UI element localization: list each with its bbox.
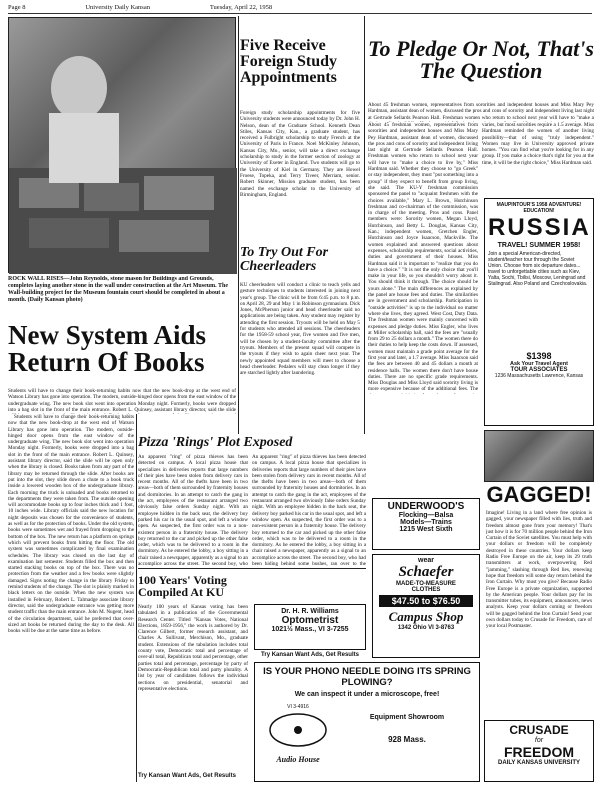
pizza-body-col2: An apparent "ring" of pizza thieves has been detected on campus. A local pizza house that specializes in deliveries reports that large numbers of their pies have been stolen from delivery cars in recent months. All of the thefts have been in two areas—both of them surrounded by fraternity houses and dormitories. In an attempt to catch the gang in the act, employees of the restaurant arranged two obviously false orders Sunday night. With an employee hidden in the back seat, the delivery boy parked his car in the usual spot, and left a window open. As suspected, the first order was to a non-existent person in a fraternity house. The delivery boy returned to the car and picked up the other false order, which was to be delivered to a room in the dormitory. As he entered the lobby, a boy sitting in a chair raised a newspaper, apparently as a signal to an accomplice across the street. The second boy, who had been hiding behind some bushes, ran over to the — [252, 454, 366, 566]
rock-wall-photo — [8, 17, 236, 273]
pizza-divider — [138, 568, 366, 569]
russia-subtitle: TRAVEL! SUMMER 1958! — [497, 242, 581, 249]
gagged-text: Imagine! Living in a land where free opinion is gagged, your newspaper filled with lies, truth and freedom almost gone from your memory! That's just how it is for 70 million people behind the Iron Curtain of the Soviet satellites. You must help with your dollars or freedom will be completely destroyed in these countries. Your dollars keep Radio Free Europe on the air, keep its 29 truth transmitters at work, overpowering Red "jamming," slashing through Red lies, renewing hope that freedom will some day return behind the Iron Curtain. Why must you give? Because Radio Free Europe is a private organization, supported by the American people. Your dollars pay for its transmitter tubes, its equipment, announcers, news analysts. Keep your dollars coming or freedom will be gagged behind the Iron Curtain! Send your own dollars today to Crusade for Freedom, care of your local Postmaster. — [486, 510, 592, 630]
system-headline: New System Aids Return Of Books — [8, 320, 207, 377]
pledge-body-col2: varies, but most sororities require a 1.5 average. Miss Hardman reminded the women of another living possibility—that of using "truly independent." Women may live in University approved private homes. "You can find what you're looking for in any group. If you make a choice that's right for you at the time, it will be the right choice," Miss Hardman said. — [482, 122, 594, 166]
phono-sub: We can inspect it under a microscope, free! — [294, 691, 440, 698]
phono-info — [338, 704, 476, 764]
photo-caption: ROCK WALL RISES—John Reynolds, stone mason for Buildings and Grounds, completes laying another stone in the wall under construction at the Art Museum. The Wall-building project for the Museum fountain court should be completed in about a month. (Daily Kansan photo) — [8, 276, 228, 303]
underwoods-title: UNDERWOOD'S — [387, 501, 465, 512]
schaefer-shop: Campus Shop — [388, 609, 464, 624]
cheer-headline: To Try Out For Cheerleaders — [240, 245, 329, 274]
column-rule-2 — [364, 16, 365, 434]
phono-address: 928 Mass. — [388, 735, 426, 744]
schaefer-ad — [372, 554, 480, 658]
vote-headline: 100 Years' Voting Compiled At KU — [138, 573, 227, 599]
crusade-line2: for — [534, 737, 544, 744]
russia-label: MAUPINTOUR'S 1958 ADVENTURE! EDUCATION! — [496, 202, 582, 214]
underwoods-line3: 1215 West Sixth — [399, 526, 453, 533]
schaefer-wear: wear — [418, 557, 434, 564]
foreign-headline: Five Receive Foreign Study Appointments — [240, 37, 338, 86]
russia-ask: Ask Your Travel Agent — [510, 361, 568, 367]
pledge-body-lead: About 45 freshman women, representatives from sororities and independent houses and Miss Mary Pey Hardman, assistant dean of women, discussed the pros and cons of sorority and independent living last night at Gertrude Sellards Pearson Hall. Freshman women who return to school next year will have to "make a — [368, 102, 594, 121]
pledge-body-col1: About 45 freshman women, representatives from sororities and independent houses and Miss Mary Pey Hardman, assistant dean of women, discussed the pros and cons of sorority and independent living last night at Gertrude Sellards Pearson Hall. Freshman women who return to school next year will have to "make a choice to live by," Miss Hardman said. Whether they choose to "go Greek" or stay independent, they must "put something into a group" if they expect to benefit from group living, she said. The KU-Y freshman commission sponsored the panel to "acquaint freshmen with the choices available," Mary L. Brown, Hutchinson freshman and co-chairman of the commission, was in charge of the meeting. Pros and cons. Panel members were: Sorority women, Megan Lloyd, Hutchinson, and Betty L. Douglas, Kansas City, Kan.; independent women, Gretchen Engler, Hutchinson and Joyce Isaacson, Mackville. The women explained and answered questions about expenses, scholarship requirements, social activities, duties and government of their houses. Miss Hardman said it is important to "realize that you do have a choice." "It is not the only choice that you'll make in your life, so you shouldn't worry about it. You should think it through. The choice should be yours alone." The main differences as explained by the panel are house fees and duties. The similarities are in government and scholarship. Participation in "outside activities" is up to the individual no matter where she lives, they agreed. West Cost, Duty Data. The freshman women were mainly concerned with expenses and pledge duties. Miss Engler, who lives at Miller scholarship hall, said the fees are "usually from 29 to 25 dollars a month." The women there do their duties to help keep the costs down. If assessed, women must maintain a grade point average for the first year and later, a 1.7 average. Miss Isaacson said the fees are between 40 and 45 dollars a month at residence halls. The women there don't have house duties. There are no specific grade requirements. Miss Douglas and Miss Lloyd said sorority living is more expensive because of the additional fees. The — [368, 122, 478, 393]
system-body-lead: Students will have to change their book-returning habits now that the new book-drop at the west end of Watson Library has gone into operation. The modern, outside-hinged door opens from the east window of the undergraduate wing. The new book slot went into operation Monday night. Formerly, books were dropped into a bag slot in the front of the main entrance. Robert L. Quinsey, assistant library director, said the slide — [8, 388, 236, 413]
phono-headline: IS YOUR PHONO NEEDLE DOING ITS SPRING PLOWING? — [263, 666, 471, 688]
phono-brand: Audio House — [276, 755, 320, 764]
foreign-body: Foreign study scholarship appointments for five University students were announced today by Dr. John H. Nelson, dean of the Graduate School. Kenneth Dean Stiles, Kansas City, Kan., a graduate student, has received a Fulbright scholarship to study French at the University of Paris in France. Noel McKinley Johnson, Kansas City, Mo., senior, will take a direct exchange scholarship to study in the former section of zoology at University of Exeter in England. Two students will go to the University of Kiel in Germany. They are Howel Froese, Topeka, and Terry Tiveer, Merriam, senior. Robert Skinner, Mission graduate student, has been named the exchange scholar to the University of Birmingham, England. — [240, 110, 360, 198]
underwoods-line1: Flocking—Balsa — [398, 512, 454, 519]
phono-bottom — [258, 704, 476, 764]
phono-phone: VI 3-4916 — [287, 704, 309, 710]
wantads-banner: Try Kansan Want Ads, Get Results — [261, 652, 359, 658]
underwoods-line2: Models—Trains — [400, 519, 452, 526]
crusade-ad — [484, 720, 594, 782]
vote-wantads: Try Kansan Want Ads, Get Results — [138, 773, 236, 779]
masthead — [8, 4, 592, 14]
cheer-body: KU cheerleaders will conduct a clinic to teach yells and gesture techniques to students interested in joining next year's group. The clinic will be from 6:45 p.m. to 8 p.m. on April 28, 29 and May 1 in Robinson gymnasium. Dick Jones, McPherson junior and head cheerleader said no applications are being taken. Any student may register by attending the first session. Tryouts will be held on May 5 for students who attended all sessions. The cheerleaders for the 1958-59 school year, five women and five men, will be chosen by a student-faculty committee after the tryouts. Members of the present squad will compete in the tryouts if they wish to again cheer next year. The newly appointed squad members will meet to choose a head cheerleader. Pedalers will stay clean longer if they are starched lightly after laundering. — [240, 282, 360, 377]
crusade-line3: FREEDOM — [504, 744, 574, 760]
photo-illustration — [9, 18, 237, 274]
schaefer-address: 1342 Ohio VI 3-8763 — [397, 625, 455, 631]
paper-name: University Daily Kansan — [85, 4, 150, 11]
russia-title: RUSSIA — [488, 214, 591, 241]
system-body: Students will have to change their book-returning habits now that the new book-drop at the west end of Watson Library has gone into operation. The modern, outside-hinged door opens from the east window of the undergraduate wing. The new book slot went into operation Monday night. Formerly, books were dropped into a bag slot in the front of the main entrance. Robert L. Quinsey, assistant library director, said the slide will be open only when the library is closed. Books taken from any part of the library may be returned through the slide. After books are put into the slot, they slide down a chute to a book truck inside a lowered wooden box of the undergraduate library. Each morning the truck is unloaded and books returned to the departments they were taken from. The outside opening will accommodate books up to four inches thick and 1 foot, 10 inches wide. Library officials said the new location for night deposits was chosen for the convenience of students, as well as for the protection of books. Under the old system, books were sometimes wet and frayed from dropping to the bottom of the box. The new return has a platform on springs which will prevent books from hitting the floor. The old system was sometimes complicated by final examination schedules. The library was closed on the last day of examination last semester. Students filled the box and then started stacking books on top of the box. There was no protection from the weather and a few books were slightly damaged. Signs noting the change in the library Friday to remind students of the change. The slot is plainly marked in black letters on the outside. When the new system was installed in February, Robert L. Talmadge associate library director, said the undergraduate entrance was getting more student traffic than the main entrance. John M. Nugent, head of the circulation department, said he preferred that over-sized art books be returned during the day to the desk. All books will be due at the same time as before. — [8, 414, 134, 635]
schaefer-sub: MADE-TO-MEASURE — [396, 581, 456, 587]
issue-date: Tuesday, April 22, 1958 — [209, 4, 273, 11]
gagged-title: GAGGED! — [486, 482, 592, 507]
optometrist-address: 1021½ Mass., VI 3-7255 — [271, 626, 349, 633]
optometrist-ad — [254, 604, 366, 650]
column-rule-3 — [136, 414, 137, 782]
optometrist-name: Dr. H. R. Williams — [281, 608, 339, 615]
schaefer-price: $47.50 to $76.50 — [379, 595, 473, 607]
phono-showroom: Equipment Showroom — [369, 714, 445, 721]
schaefer-brand: Schaefer — [398, 564, 454, 580]
phono-ad — [254, 662, 480, 782]
vote-body: Nearly 100 years of Kansas voting has been tabulated in a publication of the Governmental Research Center. Titled "Kansas Votes, National Elections, 1859-1956," the work is authored by Dr. Clarence Gilbert, former research assistant, and Charles A. Sullivant, Merchison, Mo., graduate student. Extensions of the tabulation includes total county vote, Democratic total and percentage of over-all total, Republican total and percentage, other parties total and percentage, percentage by party of Democratic-Republican total and party plurality. A list by year of candidates follows the individual sections on presidential, senatorial and representative elections. — [138, 604, 248, 692]
pizza-headline: Pizza 'Rings' Plot Exposed — [138, 435, 293, 450]
column-rule-1 — [238, 16, 239, 434]
gagged-photo — [484, 430, 594, 482]
crusade-line4: DAILY KANSAS UNIVERSITY — [497, 760, 581, 766]
phono-logo — [258, 704, 338, 764]
russia-ad — [484, 198, 594, 426]
russia-text: Join a special American-directed, student/teacher tour through the Soviet Union. Choose from six departure dates... travel to unforgettable cities such as Kiev, Yalta, Sochi, Tbilisi, Moscow, Leningrad and Stalingrad. Also Poland and Czechoslovakia. — [488, 251, 588, 287]
page-number: Page 8 — [8, 4, 26, 11]
optometrist-title: Optometrist — [281, 615, 339, 626]
russia-price: $1398 — [526, 351, 552, 361]
schaefer-clothes: CLOTHES — [411, 587, 441, 593]
russia-agency: TOUR ASSOCIATES — [510, 367, 568, 373]
russia-address: 1236 Massachusetts Lawrence, Kansas — [494, 373, 584, 379]
pizza-body-col1: An apparent "ring" of pizza thieves has been detected on campus. A local pizza house that specializes in deliveries reports that large numbers of their pies have been stolen from delivery cars in recent months. All of the thefts have been in two areas—both of them surrounded by fraternity houses and dormitories. In an attempt to catch the gang in the act, employees of the restaurant arranged two obviously false orders Sunday night. With an employee hidden in the back seat, the delivery boy parked his car in the usual spot, and left a window open. As suspected, the first order was to a non-existent person in a fraternity house. The delivery boy returned to the car and picked up the other false order, which was to be delivered to a room in the dormitory. As he entered the lobby, a boy sitting in a chair raised a newspaper, apparently as a signal to an accomplice across the street. The second boy, who — [138, 454, 248, 566]
underwoods-ad — [372, 498, 480, 550]
pledge-headline: To Pledge Or Not, That's The Question — [368, 36, 594, 83]
audio-house-logo-icon — [268, 710, 328, 750]
crusade-line1: CRUSADE — [509, 723, 569, 737]
